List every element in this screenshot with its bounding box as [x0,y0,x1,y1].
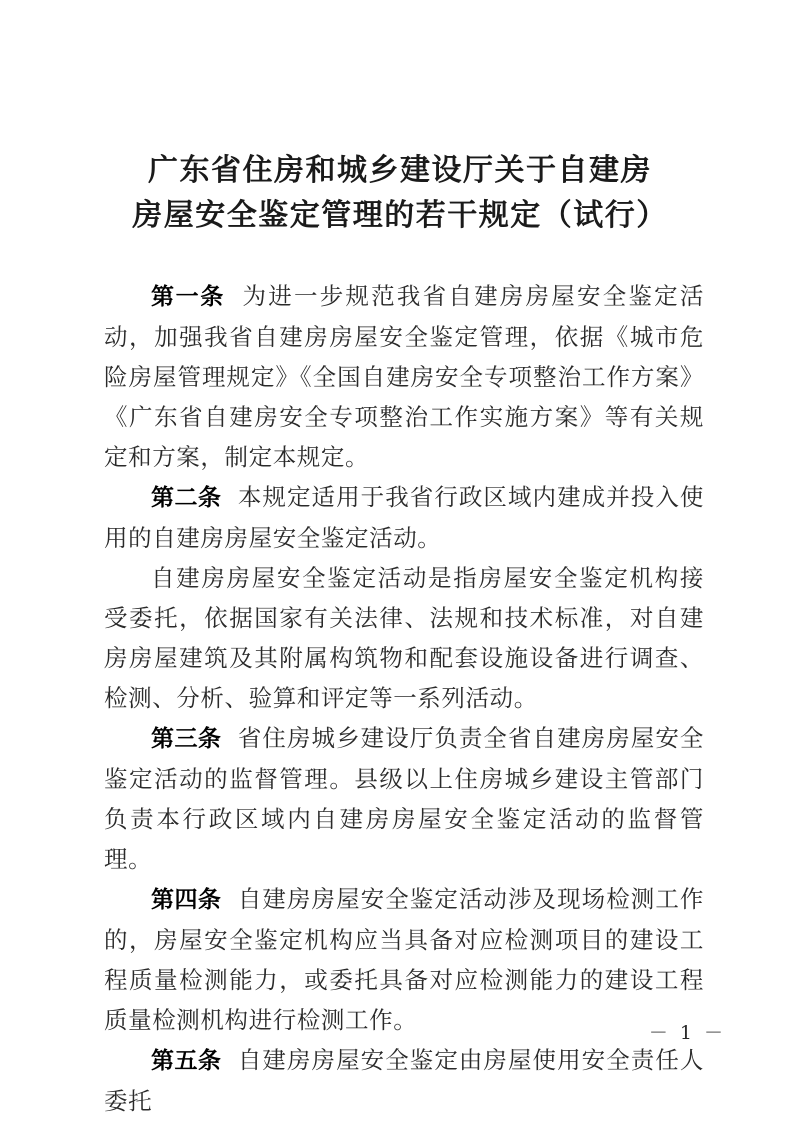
article-marker: 第一条 [151,284,225,310]
article-marker: 第三条 [151,726,222,752]
article-paragraph [104,718,704,879]
article-text: 为进一步规范我省自建房房屋安全鉴定活动，加强我省自建房房屋安全鉴定管理，依据《城市危险房屋管理规定》《全国自建房安全专项整治工作方案》《广东省自建房安全专项整治工作实施方案》等有关规定和方案，制定本规定。 [104,282,704,471]
document-body [104,276,704,1121]
article-paragraph [104,879,704,1040]
article-text: 自建房房屋安全鉴定活动是指房屋安全鉴定机构接受委托，依据国家有关法律、法规和技术标准，对自建房房屋建筑及其附属构筑物和配套设施设备进行调查、检测、分析、验算和评定等一系列活动。 [104,564,704,712]
article-paragraph [104,276,704,477]
title-line-2: 房屋安全鉴定管理的若干规定（试行） [132,198,668,233]
article-text: 本规定适用于我省行政区域内建成并投入使用的自建房房屋安全鉴定活动。 [104,483,705,552]
article-text: 自建房房屋安全鉴定活动涉及现场检测工作的，房屋安全鉴定机构应当具备对应检测项目的建设工程质量检测能力，或委托具备对应检测能力的建设工程质量检测机构进行检测工作。 [104,885,705,1034]
article-marker: 第四条 [151,887,222,913]
page-title [0,148,800,238]
article-text: 自建房房屋安全鉴定由房屋使用安全责任人委托 [104,1046,705,1115]
article-text: 省住房城乡建设厅负责全省自建房房屋安全鉴定活动的监督管理。县级以上住房城乡建设主管部门负责本行政区域内自建房房屋安全鉴定活动的监督管理。 [104,724,705,873]
article-paragraph [104,1040,704,1121]
page-number: － 1 － [648,1022,726,1044]
article-paragraph [104,558,704,718]
article-paragraph [104,477,704,558]
article-marker: 第二条 [151,485,222,511]
title-line-1: 广东省住房和城乡建设厅关于自建房 [148,153,652,188]
article-marker: 第五条 [151,1048,222,1074]
